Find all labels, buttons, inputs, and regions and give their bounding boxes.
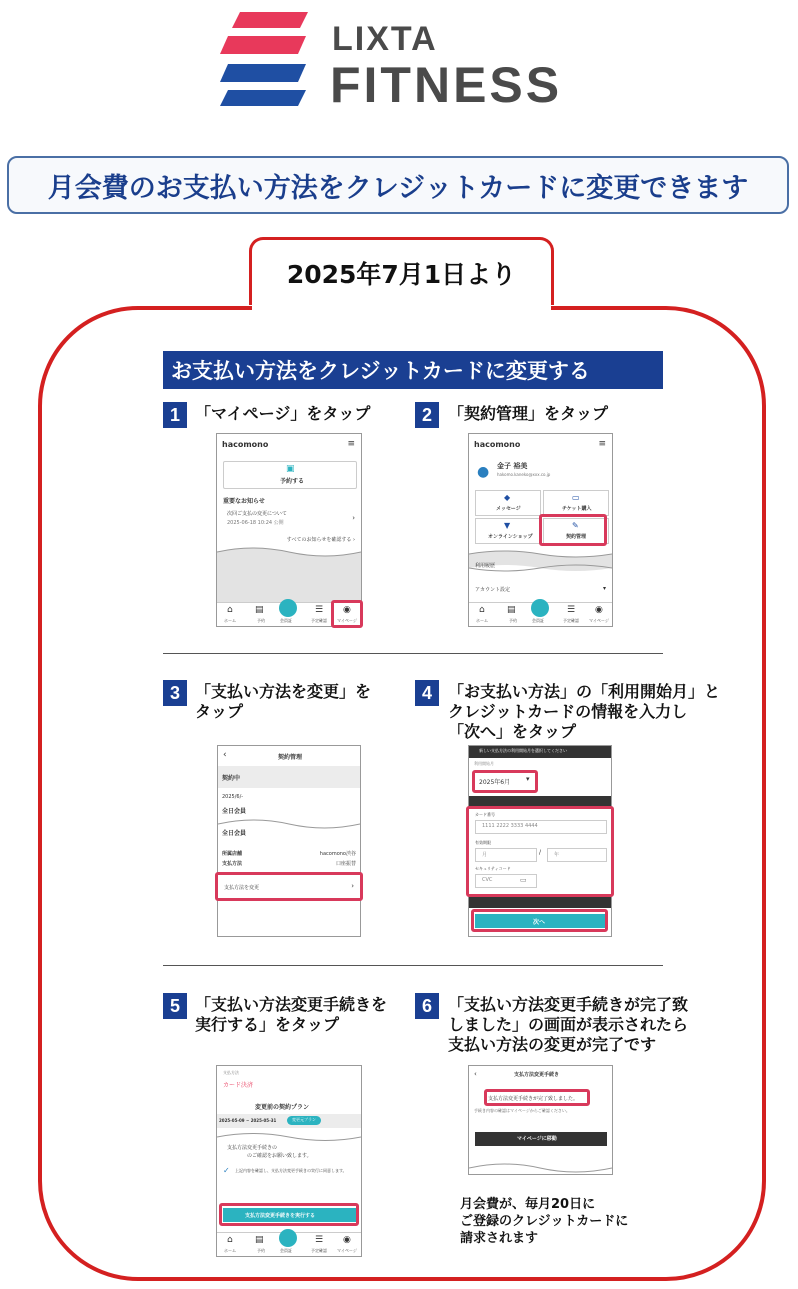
pay-method-small: 支払方法 [223, 1070, 239, 1075]
back-icon[interactable]: ‹ [474, 1070, 477, 1078]
contract-title: 契約管理 [278, 754, 303, 761]
avatar-icon: ● [477, 464, 490, 480]
screen-5-confirm [216, 1065, 362, 1257]
complete-highlight [484, 1089, 590, 1106]
complete-title: 支払方法変更手続き [514, 1072, 560, 1078]
logo-stripes-icon [218, 10, 338, 110]
user-email: hakomo.kaneko@xxx.co.jp [497, 472, 551, 477]
home-icon[interactable]: ⌂ [227, 1235, 233, 1245]
contract-icon: ✎ [572, 521, 579, 530]
nav-home[interactable]: ホーム [224, 1248, 236, 1253]
start-month-highlight [472, 770, 538, 793]
step-1-text: 「マイページ」をタップ [195, 404, 371, 423]
step-3-text: 「支払い方法を変更」を タップ [195, 682, 372, 721]
calendar-icon: ▣ [286, 464, 295, 474]
complete-message: 支払方法変更手続きが完了致しました。 [488, 1096, 579, 1102]
nav-schedule[interactable]: 予定確認 [311, 1248, 327, 1253]
plan-period: 2025-05-09 ~ 2025-05-31 [219, 1118, 277, 1123]
cvc-label: セキュリティコード [475, 866, 511, 871]
cut-wave [469, 548, 612, 574]
ticket-icon: ▭ [572, 493, 580, 502]
reserve-card[interactable] [223, 461, 357, 489]
next-label: 次へ [533, 919, 546, 926]
user-icon[interactable]: ◉ [595, 605, 603, 615]
cut-wave [217, 544, 361, 562]
expiry-month-placeholder: 月 [482, 852, 488, 858]
list-icon[interactable]: ☰ [315, 1235, 324, 1245]
menu-icon[interactable]: ≡ [347, 439, 355, 449]
member-card-icon[interactable] [279, 1229, 297, 1247]
logo-text-lixta: LIXTA [332, 20, 438, 58]
store-label: 所属店舗 [222, 851, 243, 857]
mypage-button[interactable] [475, 1132, 607, 1146]
pay-label: 支払方法 [222, 861, 243, 867]
status-bar [218, 766, 361, 788]
nav-reserve[interactable]: 予約 [257, 1248, 265, 1253]
history-row[interactable]: 利用履歴 [475, 563, 496, 569]
screen-1-mypage [216, 433, 362, 627]
tile-message-label: メッセージ [496, 506, 521, 512]
plan-badge [287, 1116, 321, 1125]
nav-home[interactable]: ホーム [476, 618, 488, 623]
step-2-number: 2 [415, 402, 439, 428]
member-card-icon[interactable] [531, 599, 549, 617]
account-settings-row[interactable]: アカウント設定 [475, 587, 510, 593]
contract-date: 2025/6/- [222, 794, 244, 800]
pay-method-value: カード決済 [223, 1082, 254, 1089]
nav-mypage[interactable]: マイページ [337, 1248, 357, 1253]
divider-1 [163, 653, 663, 654]
nav-member-card[interactable]: 会員証 [532, 618, 544, 623]
card-icon: ▭ [520, 876, 527, 884]
chevron-down-icon: ▾ [602, 585, 606, 592]
chevron-right-icon: › [352, 514, 355, 522]
change-pay-highlight [215, 872, 363, 901]
bottom-nav [469, 602, 613, 627]
tile-shop-label: オンラインショップ [488, 534, 533, 540]
nav-reserve[interactable]: 予約 [257, 618, 265, 623]
slash: / [539, 849, 542, 856]
step-6-number: 6 [415, 993, 439, 1019]
nav-reserve[interactable]: 予約 [509, 618, 517, 623]
status-text: 契約中 [222, 775, 241, 782]
cut-wave [469, 1160, 612, 1175]
card-number-value: 1111 2222 3333 4444 [482, 823, 538, 829]
start-date-label: 2025年7月1日より [249, 237, 554, 305]
step-3-number: 3 [163, 680, 187, 706]
step-5-text: 「支払い方法変更手続きを 実行する」をタップ [195, 995, 388, 1034]
member-card-icon[interactable] [279, 599, 297, 617]
tile-ticket-label: チケット購入 [562, 506, 592, 512]
dark-strip [469, 796, 612, 806]
contract-highlight [539, 514, 607, 546]
execute-highlight [219, 1203, 359, 1226]
step-4-number: 4 [415, 680, 439, 706]
step-4-text: 「お支払い方法」の「利用開始月」と クレジットカードの情報を入力し 「次へ」をタップ [448, 682, 721, 741]
plan-row [217, 1114, 362, 1128]
start-month-label: 利用開始月 [474, 761, 494, 766]
card-number-label: カード番号 [475, 812, 495, 817]
logo-text-fitness: FITNESS [330, 57, 563, 113]
cvc-placeholder: CVC [482, 877, 493, 883]
reserve-nav-icon[interactable]: ▤ [255, 1235, 264, 1245]
tile-contract-label: 契約管理 [566, 534, 587, 540]
tile-message[interactable] [475, 490, 541, 516]
step-2-text: 「契約管理」をタップ [448, 404, 609, 423]
back-icon[interactable]: ‹ [223, 750, 227, 760]
date-box-joint [252, 300, 551, 314]
user-icon[interactable]: ◉ [343, 1235, 351, 1245]
user-name: 金子 裕美 [497, 462, 528, 470]
nav-home[interactable]: ホーム [224, 618, 236, 623]
dark-strip-2 [469, 896, 612, 908]
expiry-year-placeholder: 年 [554, 852, 560, 858]
check-icon[interactable]: ✓ [223, 1166, 230, 1175]
bottom-nav [217, 1232, 362, 1257]
mypage-button-label: マイページに移動 [517, 1136, 557, 1142]
change-pay-row[interactable]: 支払方法を変更 [224, 885, 260, 891]
mypage-highlight [331, 600, 363, 628]
reserve-nav-icon[interactable]: ▤ [507, 605, 516, 615]
cut-wave [217, 1130, 361, 1144]
nav-schedule[interactable]: 予定確認 [311, 618, 327, 623]
expiry-label: 有効期限 [475, 840, 491, 845]
nav-member-card[interactable]: 会員証 [280, 618, 292, 623]
list-icon[interactable]: ☰ [315, 605, 324, 615]
list-icon[interactable]: ☰ [567, 605, 576, 615]
tile-shop[interactable] [475, 518, 541, 544]
home-icon[interactable]: ⌂ [227, 605, 233, 615]
nav-mypage[interactable]: マイページ [337, 618, 357, 623]
card-info-highlight [466, 806, 614, 897]
nav-mypage[interactable]: マイページ [589, 618, 609, 623]
start-month-select[interactable]: 2025年6月 [479, 779, 511, 786]
nav-member-card[interactable]: 会員証 [280, 1248, 292, 1253]
notice-title: 重要なお知らせ [223, 498, 265, 505]
see-all-link[interactable]: すべてのお知らせを確認する › [286, 537, 355, 543]
home-icon[interactable]: ⌂ [479, 605, 485, 615]
cart-icon: ▼ [504, 521, 511, 530]
step-5-number: 5 [163, 993, 187, 1019]
screen-6-complete [468, 1065, 613, 1175]
divider-2 [163, 965, 663, 966]
headline-banner: 月会費のお支払い方法をクレジットカードに変更できます [7, 156, 789, 214]
nav-schedule[interactable]: 予定確認 [563, 618, 579, 623]
plan-title: 変更前の契約プラン [255, 1104, 310, 1111]
store-value: hacomono渋谷 [319, 851, 356, 857]
menu-icon[interactable]: ≡ [598, 439, 606, 449]
next-highlight [471, 909, 608, 932]
contract-plan-2: 全日会員 [222, 830, 247, 837]
reserve-label: 予約する [280, 478, 305, 485]
form-banner-text: 新しい支払方法の利用開始月を選択してください [479, 748, 567, 753]
step-6-text: 「支払い方法変更手続きが完了致 しました」の画面が表示されたら 支払い方法の変更が完了です [448, 995, 689, 1054]
screen-3-contract [217, 745, 361, 937]
form-banner [469, 746, 612, 758]
confirm-line-2: のご確認をお願い致します。 [247, 1153, 312, 1159]
chevron-right-icon: › [351, 882, 354, 890]
hacomono-brand: hacomono [222, 440, 269, 449]
plan-badge-text: 変更元プラン [292, 1117, 316, 1122]
reserve-nav-icon[interactable]: ▤ [255, 605, 264, 615]
tile-ticket[interactable] [543, 490, 609, 516]
billing-note: 月会費が、毎月20日に ご登録のクレジットカードに 請求されます [460, 1197, 629, 1246]
agree-text: 上記内容を確認し、支払方法変更手続きの実行に同意します。 [235, 1168, 347, 1173]
pay-value: 口座振替 [335, 861, 356, 867]
chat-icon: ◆ [504, 493, 511, 502]
chevron-down-icon: ▾ [526, 775, 530, 783]
instructions-frame [38, 306, 766, 1281]
complete-sub: 手続き内容の確認はマイページからご確認ください。 [474, 1108, 570, 1113]
cut-area [217, 561, 362, 603]
notice-item[interactable]: 次回ご支払の変更について [227, 511, 287, 517]
notice-date: 2025-06-18 10:24 公開 [227, 520, 284, 526]
contract-plan: 全日会員 [222, 808, 247, 815]
section-title: お支払い方法をクレジットカードに変更する [163, 351, 663, 389]
execute-label: 支払方法変更手続きを実行する [245, 1213, 316, 1219]
confirm-line-1: 支払方法変更手続きの [227, 1145, 278, 1151]
step-1-number: 1 [163, 402, 187, 428]
user-icon[interactable]: ◉ [343, 605, 351, 615]
hacomono-brand: hacomono [474, 440, 521, 449]
